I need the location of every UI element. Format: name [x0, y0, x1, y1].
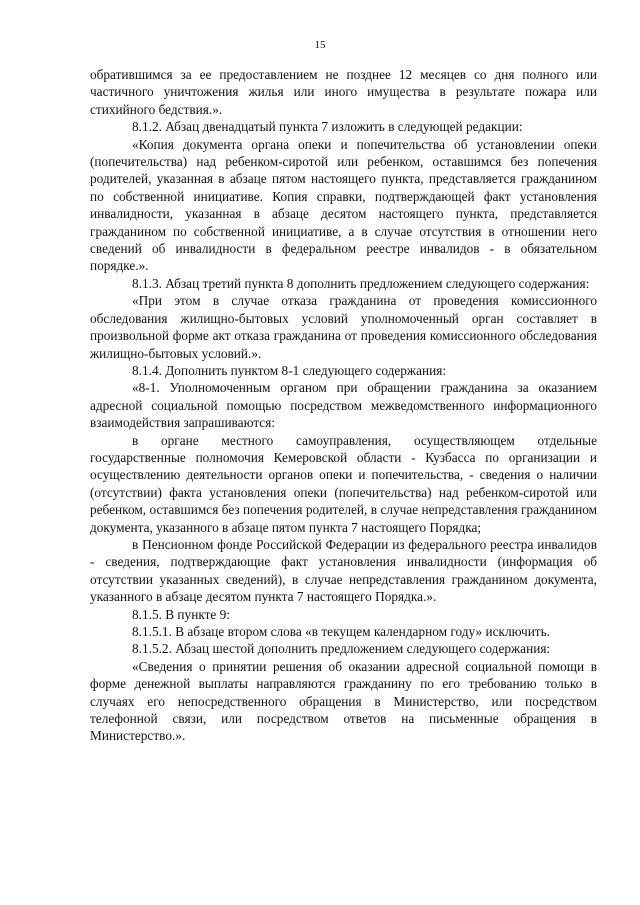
paragraph-quote-1: «Копия документа органа опеки и попечительства об установлении опеки (попечительства) над ребенком-сиротой или ребенком, оставшимся без попечения родителей, указанная в абзаце пятом настоящего пункта, представляется гражданином по собственной инициативе. Копия справки, подтверждающей факт установления инвалидности, указанная в абзаце десятом настоящего пункта, представляется гражданином по собственной инициативе, а в случае отсутствия в отношении него сведений об инвалидности в федеральном реестре инвалидов - в обязательном порядке.».: [90, 136, 597, 274]
paragraph-8-1-4: 8.1.4. Дополнить пунктом 8-1 следующего содержания:: [132, 362, 447, 378]
paragraph-8-1-5: 8.1.5. В пункте 9:: [132, 606, 230, 622]
paragraph-8-1-5-1: 8.1.5.1. В абзаце втором слова «в текущем календарном году» исключить.: [132, 624, 551, 639]
paragraph-continuation: обратившимся за ее предоставлением не позднее 12 месяцев со дня полного или частичного уничтожения жилья или иного имущества в результате пожара или стихийного бедствия.».: [90, 67, 597, 117]
paragraph-local-government: в органе местного самоуправления, осуществляющем отдельные государственные полномочия Кемеровской области - Кузбасса по организации и осуществлению деятельности органов опеки и попечительства, - сведения о наличии (отсутствии) факта установления опеки (попечительства) над ребенком-сиротой или ребенком, оставшимся без попечения родителей, в случае непредставления гражданином документа, указанного в абзаце пятом пункта 7 настоящего Порядка;: [90, 432, 597, 535]
document-body: [90, 66, 597, 745]
paragraph-8-1-5-2: 8.1.5.2. Абзац шестой дополнить предложением следующего содержания:: [132, 641, 551, 657]
paragraph-pension-fund: в Пенсионном фонде Российской Федерации из федерального реестра инвалидов - сведения, подтверждающие факт установления инвалидности (информация об отсутствии указанных сведений), в случае непредставления гражданином документа, указанного в абзаце десятом пункта 7 настоящего Порядка.».: [90, 536, 597, 605]
paragraph-quote-2: «При этом в случае отказа гражданина от проведения комиссионного обследования жилищно-бытовых условий уполномоченный орган составляет в произвольной форме акт отказа гражданина от проведения комиссионного обследования жилищно-бытовых условий.».: [90, 293, 597, 361]
page-number: 15: [314, 39, 326, 51]
paragraph-8-1-2: 8.1.2. Абзац двенадцатый пункта 7 изложить в следующей редакции:: [132, 119, 523, 135]
paragraph-quote-3: «Сведения о принятии решения об оказании адресной социальной помощи в форме денежной выплаты направляются гражданину по его требованию только в случаях его непосредственного обращения в Министерство, или посредством телефонной связи, или посредством ответов на письменные обращения в Министерство.».: [90, 658, 597, 744]
paragraph-8-1-3: 8.1.3. Абзац третий пункта 8 дополнить предложением следующего содержания:: [132, 275, 590, 291]
paragraph-8-1: «8-1. Уполномоченным органом при обращении гражданина за оказанием адресной социальной помощью посредством межведомственного информационного взаимодействия запрашиваются:: [90, 380, 597, 431]
